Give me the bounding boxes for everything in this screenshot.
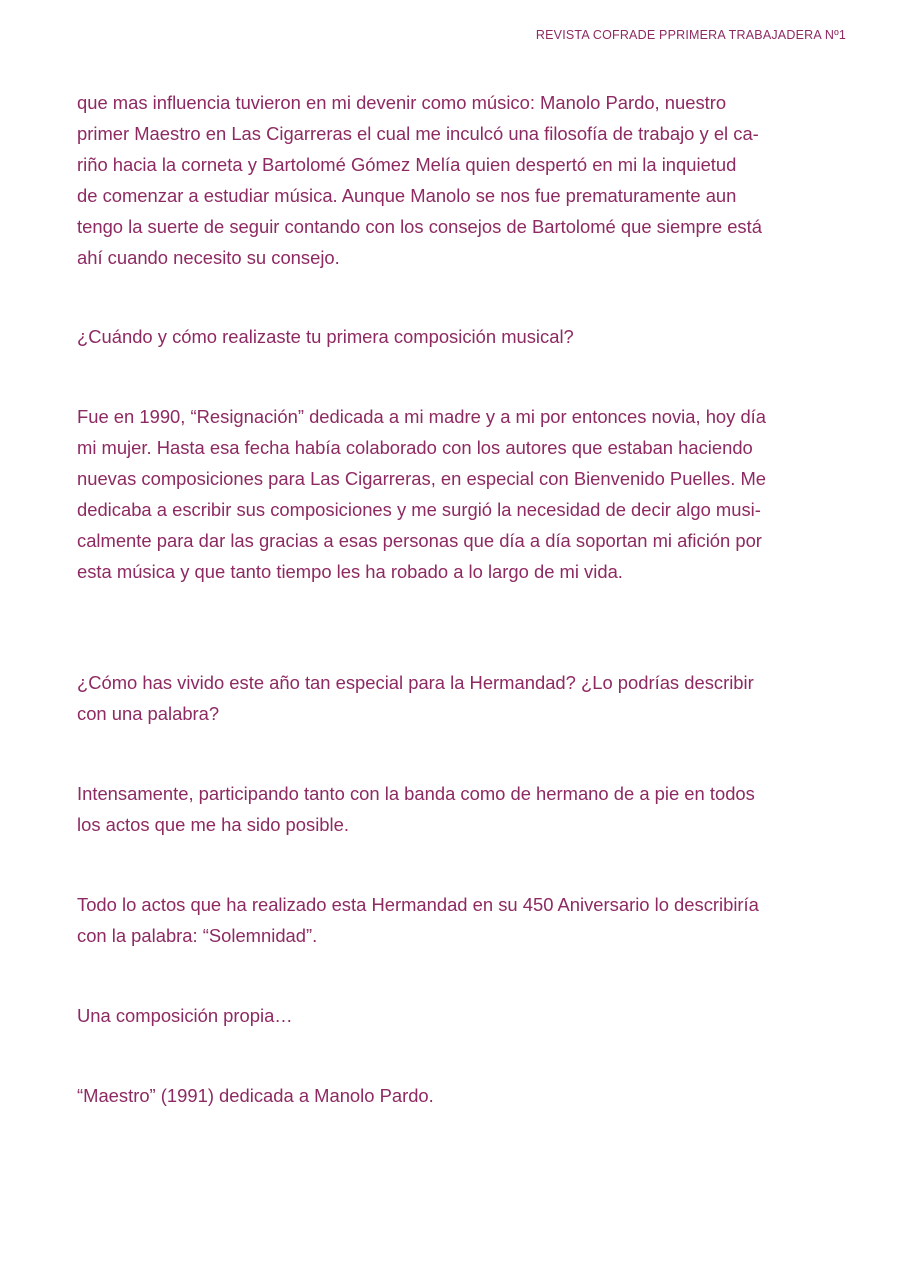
running-header: REVISTA COFRADE PPRIMERA TRABAJADERA Nº1 [535,28,846,42]
question-special-year [77,667,817,729]
text-line: ¿Cuándo y cómo realizaste tu primera composición musical? [77,326,574,347]
text-line: Fue en 1990, “Resignación” dedicada a mi madre y a mi por entonces novia, hoy día [77,406,767,427]
text-line: que mas influencia tuvieron en mi devenir como músico: Manolo Pardo, nuestro [77,92,727,113]
text-line: dedicaba a escribir sus composiciones y me surgió la necesidad de decir algo musi- [77,499,761,520]
question-own-composition [77,1000,817,1031]
text-line: calmente para dar las gracias a esas personas que día a día soportan mi afición por [77,530,762,551]
paragraph-intro-continued [77,87,817,273]
text-line: tengo la suerte de seguir contando con los consejos de Bartolomé que siempre está [77,216,762,237]
text-line: esta música y que tanto tiempo les ha robado a lo largo de mi vida. [77,561,623,582]
question-first-composition [77,321,817,352]
text-line: con la palabra: “Solemnidad”. [77,925,318,946]
text-line: Una composición propia… [77,1005,293,1026]
answer-solemnity [77,889,817,951]
answer-first-composition [77,401,817,587]
text-line: riño hacia la corneta y Bartolomé Gómez Melía quien despertó en mi la inquietud [77,154,737,175]
text-line: “Maestro” (1991) dedicada a Manolo Pardo. [77,1085,434,1106]
text-line: Intensamente, participando tanto con la banda como de hermano de a pie en todos [77,783,755,804]
text-line: mi mujer. Hasta esa fecha había colaborado con los autores que estaban haciendo [77,437,753,458]
answer-special-year [77,778,817,840]
text-line: primer Maestro en Las Cigarreras el cual me inculcó una filosofía de trabajo y el ca- [77,123,759,144]
text-line: Todo lo actos que ha realizado esta Hermandad en su 450 Aniversario lo describiría [77,894,759,915]
text-line: ahí cuando necesito su consejo. [77,247,340,268]
text-line: ¿Cómo has vivido este año tan especial para la Hermandad? ¿Lo podrías describir [77,672,754,693]
text-line: de comenzar a estudiar música. Aunque Manolo se nos fue prematuramente aun [77,185,737,206]
text-line: los actos que me ha sido posible. [77,814,349,835]
answer-own-composition [77,1080,817,1111]
text-line: nuevas composiciones para Las Cigarreras, en especial con Bienvenido Puelles. Me [77,468,767,489]
text-line: con una palabra? [77,703,220,724]
